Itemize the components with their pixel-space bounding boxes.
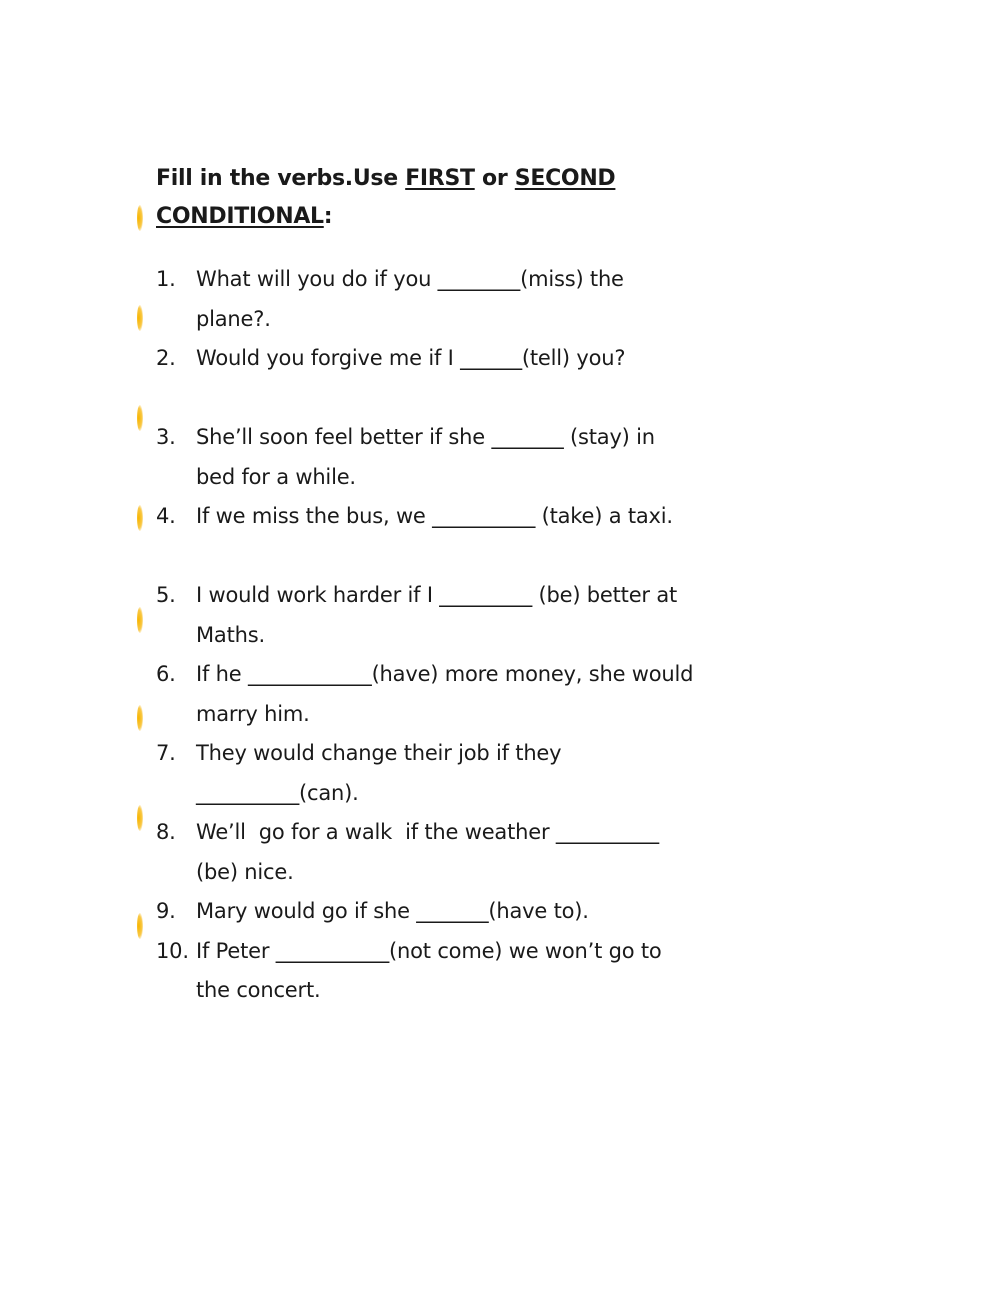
margin-mark — [137, 505, 143, 531]
margin-mark — [137, 913, 143, 939]
item-text: What will you do if you ________(miss) the plane?. — [196, 267, 624, 331]
instruction-first: FIRST — [405, 166, 475, 191]
instruction-colon: : — [323, 204, 333, 229]
margin-mark — [137, 305, 143, 331]
exercise-item — [156, 892, 696, 932]
margin-mark — [137, 705, 143, 731]
item-text: Mary would go if she _______(have to). — [196, 899, 589, 923]
item-text: We’ll go for a walk if the weather __________ (be) nice. — [196, 820, 666, 884]
item-text: They would change their job if they __________(can). — [196, 741, 562, 805]
margin-mark — [137, 607, 143, 633]
item-number: 10. — [156, 938, 189, 963]
item-text: If Peter ___________(not come) we won’t go to the concert. — [196, 938, 662, 1002]
item-text: Would you forgive me if I ______(tell) you? — [196, 346, 626, 370]
exercise-item — [156, 932, 696, 1011]
exercise-item — [156, 576, 696, 655]
item-number: 5. — [156, 583, 176, 607]
margin-mark — [137, 205, 143, 231]
item-text: I would work harder if I _________ (be) better at Maths. — [196, 583, 678, 647]
instruction-conditional: CONDITIONAL — [156, 204, 324, 229]
item-number: 6. — [156, 662, 176, 686]
item-number: 7. — [156, 741, 176, 765]
exercise-item — [156, 655, 696, 734]
item-number: 1. — [156, 267, 176, 291]
margin-mark — [137, 805, 143, 831]
item-number: 8. — [156, 820, 176, 844]
item-number: 9. — [156, 899, 176, 923]
exercise-item — [156, 497, 696, 576]
instruction-or: or — [474, 166, 515, 191]
exercise-item — [156, 734, 696, 813]
instruction-prefix: Fill in the verbs.Use — [156, 166, 406, 191]
exercise-item — [156, 339, 696, 418]
exercise-list — [156, 260, 696, 1011]
item-number: 2. — [156, 346, 176, 370]
exercise-item — [156, 418, 696, 497]
item-text: She’ll soon feel better if she _______ (stay) in bed for a while. — [196, 425, 655, 489]
exercise-item — [156, 260, 696, 339]
margin-mark — [137, 405, 143, 431]
instruction-second: SECOND — [514, 166, 616, 191]
item-number: 4. — [156, 504, 176, 528]
item-text: If he ____________(have) more money, she would marry him. — [196, 662, 694, 726]
item-number: 3. — [156, 425, 176, 449]
item-text: If we miss the bus, we __________ (take) a taxi. — [196, 504, 673, 528]
instruction-heading — [156, 160, 676, 236]
exercise-item — [156, 813, 696, 892]
